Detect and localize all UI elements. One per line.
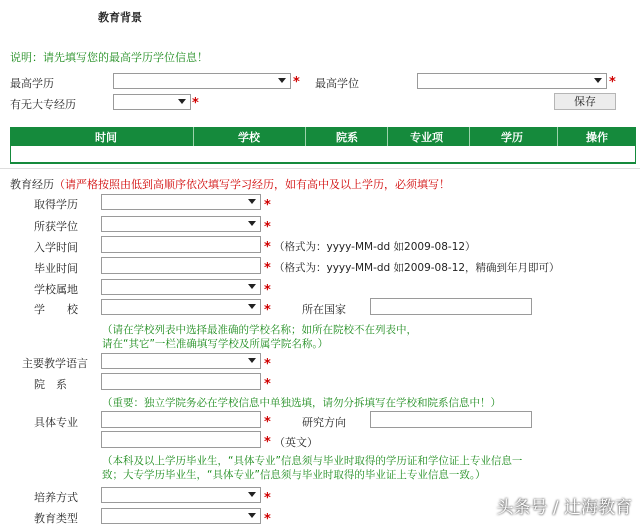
department-note: （重要：独立学院务必在学校信息中单独选填，请勿分拆填写在学校和院系信息中！） xyxy=(102,397,501,409)
graduate-time-label: 毕业时间 xyxy=(34,262,78,275)
major-note-line-2: 致；大专学历毕业生，“具体专业”信息须与毕业时取得的毕业证上专业信息一致。） xyxy=(102,469,486,481)
junior-college-select[interactable] xyxy=(113,94,191,110)
degree-obtained-label: 所获学位 xyxy=(34,220,78,233)
required-mark: * xyxy=(264,261,271,276)
major-note-line-1: （本科及以上学历毕业生，“具体专业”信息须与毕业时取得的学历证和学位证上专业信息一 xyxy=(102,455,523,467)
chevron-down-icon xyxy=(248,304,256,309)
major-input[interactable] xyxy=(101,411,261,428)
education-obtained-select[interactable] xyxy=(101,194,261,210)
education-table-body xyxy=(10,146,636,164)
col-time: 时间 xyxy=(95,131,117,144)
section-title: 教育经历（请严格按照由低到高顺序依次填写学习经历，如有高中及以上学历，必须填写！ xyxy=(10,178,450,191)
teaching-language-label: 主要教学语言 xyxy=(22,357,88,370)
graduate-time-input[interactable] xyxy=(101,257,261,274)
graduate-time-hint: （格式为：yyyy-MM-dd 如2009-08-12，精确到年月即可） xyxy=(274,262,560,274)
english-suffix-label: （英文） xyxy=(274,436,318,449)
required-mark: * xyxy=(264,240,271,255)
country-label: 所在国家 xyxy=(302,303,346,316)
education-obtained-label: 取得学历 xyxy=(34,198,78,211)
highest-education-select[interactable] xyxy=(113,73,291,89)
col-actions: 操作 xyxy=(586,131,608,144)
required-mark: * xyxy=(192,96,199,111)
major-label: 具体专业 xyxy=(34,416,78,429)
enroll-time-label: 入学时间 xyxy=(34,241,78,254)
save-button[interactable]: 保存 xyxy=(554,93,616,110)
required-mark: * xyxy=(264,283,271,298)
chevron-down-icon xyxy=(248,199,256,204)
education-type-select[interactable] xyxy=(101,508,261,524)
chevron-down-icon xyxy=(178,99,186,104)
col-education: 学历 xyxy=(501,131,523,144)
required-mark: * xyxy=(264,377,271,392)
required-mark: * xyxy=(264,303,271,318)
required-mark: * xyxy=(264,435,271,450)
chevron-down-icon xyxy=(248,284,256,289)
enroll-time-hint: （格式为：yyyy-MM-dd 如2009-08-12） xyxy=(274,241,476,253)
chevron-down-icon xyxy=(248,358,256,363)
junior-college-label: 有无大专经历 xyxy=(10,98,76,111)
required-mark: * xyxy=(264,198,271,213)
school-location-label: 学校属地 xyxy=(34,283,78,296)
education-type-label: 教育类型 xyxy=(34,512,78,525)
chevron-down-icon xyxy=(248,492,256,497)
highest-degree-label: 最高学位 xyxy=(315,77,359,90)
research-direction-input[interactable] xyxy=(370,411,532,428)
col-school: 学校 xyxy=(238,131,260,144)
instruction-text: 说明：请先填写您的最高学历学位信息！ xyxy=(10,51,208,64)
required-mark: * xyxy=(293,75,300,90)
col-department: 院系 xyxy=(336,131,358,144)
highest-education-label: 最高学历 xyxy=(10,77,54,90)
school-location-select[interactable] xyxy=(101,279,261,295)
degree-obtained-select[interactable] xyxy=(101,216,261,232)
teaching-language-select[interactable] xyxy=(101,353,261,369)
chevron-down-icon xyxy=(594,78,602,83)
required-mark: * xyxy=(264,357,271,372)
school-note-line-2: 请在“其它”一栏准确填写学校及所属学院名称。） xyxy=(102,338,329,350)
training-mode-label: 培养方式 xyxy=(34,491,78,504)
education-table-header xyxy=(10,127,636,146)
chevron-down-icon xyxy=(248,513,256,518)
required-mark: * xyxy=(264,220,271,235)
school-select[interactable] xyxy=(101,299,261,315)
required-mark: * xyxy=(609,75,616,90)
research-direction-label: 研究方向 xyxy=(302,416,346,429)
training-mode-select[interactable] xyxy=(101,487,261,503)
school-note-line-1: （请在学校列表中选择最准确的学校名称；如所在院校不在列表中， xyxy=(102,324,417,336)
divider xyxy=(0,168,640,169)
department-input[interactable] xyxy=(101,373,261,390)
country-input[interactable] xyxy=(370,298,532,315)
required-mark: * xyxy=(264,415,271,430)
page-title: 教育背景 xyxy=(98,11,142,24)
chevron-down-icon xyxy=(248,221,256,226)
highest-degree-select[interactable] xyxy=(417,73,607,89)
chevron-down-icon xyxy=(278,78,286,83)
required-mark: * xyxy=(264,491,271,506)
watermark: 头条号 / 辻海教育 xyxy=(496,498,632,518)
major-english-input[interactable] xyxy=(101,431,261,448)
col-major: 专业项 xyxy=(410,131,443,144)
school-label: 学 校 xyxy=(34,303,78,316)
enroll-time-input[interactable] xyxy=(101,236,261,253)
department-label: 院 系 xyxy=(34,378,67,391)
required-mark: * xyxy=(264,512,271,525)
